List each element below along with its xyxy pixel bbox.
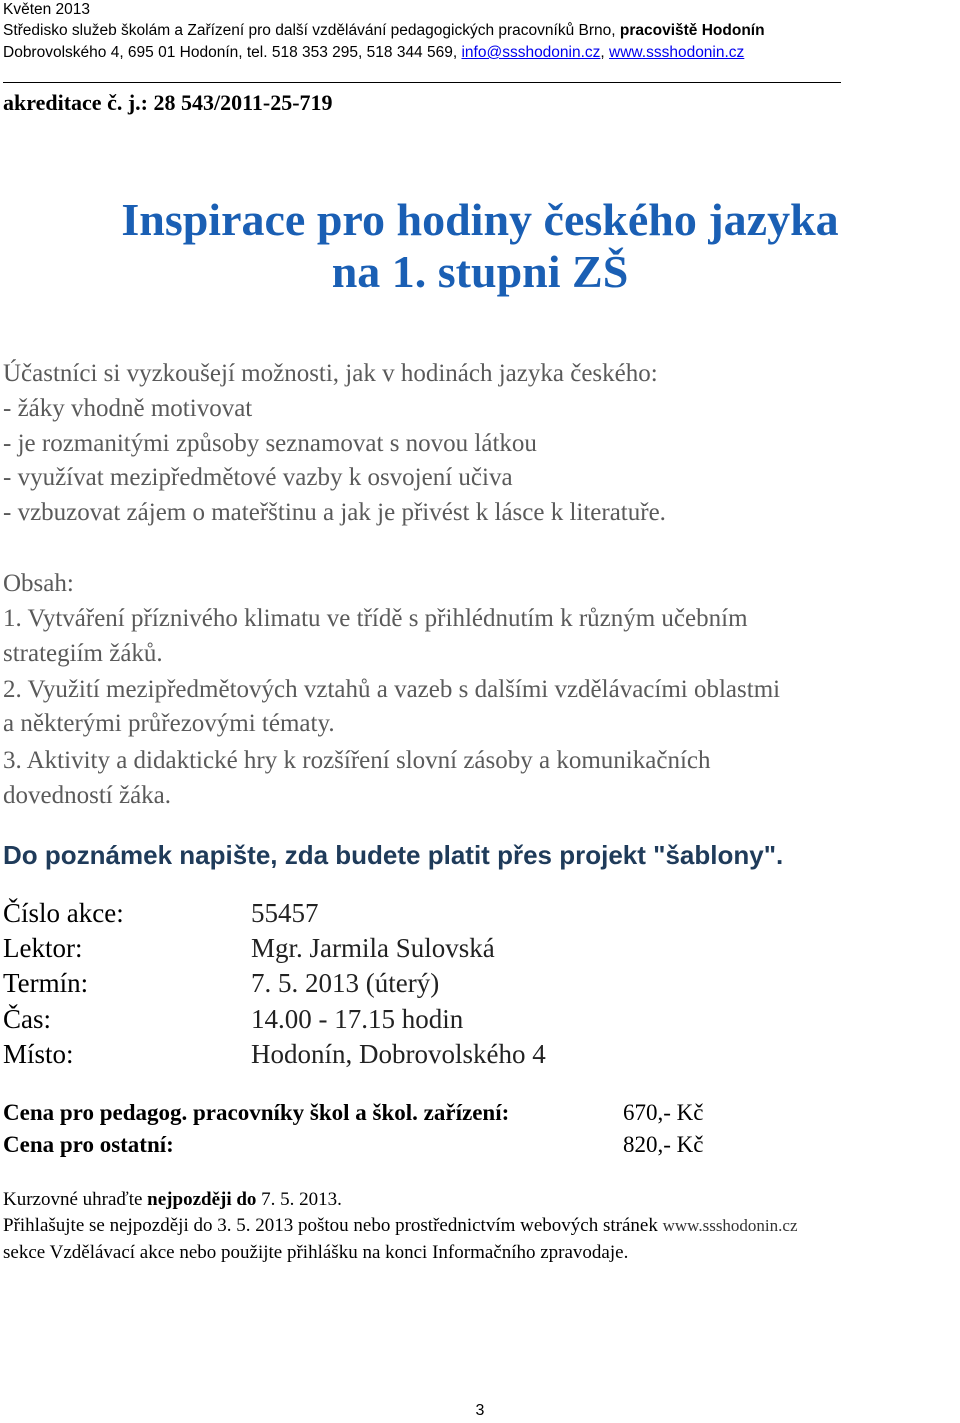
price-others-value: 820,- Kč [623,1132,704,1157]
payment-deadline [3,1187,342,1213]
contents-item-2-line-2: a některými průřezovými tématy. [3,710,335,737]
address-separator: , [600,44,610,61]
lecturer-label: Lektor: [3,933,83,963]
contents-item-3-line-2: dovedností žáka. [3,782,172,809]
date-value: 7. 5. 2013 (úterý) [251,968,440,998]
intro-lead: Účastníci si vyzkoušejí možnosti, jak v hodinách jazyka českého: [3,360,658,387]
header-address [3,43,744,63]
title-line-1: Inspirace pro hodiny českého jazyka [121,194,839,245]
price-teachers-label: Cena pro pedagog. pracovníky škol a škol. zařízení: [3,1100,510,1125]
page-number: 3 [475,1402,485,1419]
website-link[interactable]: www.ssshodonin.cz [609,44,745,61]
place-value: Hodonín, Dobrovolského 4 [251,1039,546,1069]
price-teachers-value: 670,- Kč [623,1100,704,1125]
header-organization [3,21,765,41]
contents-heading: Obsah: [3,570,74,597]
payment-date: 7. 5. 2013. [256,1189,342,1210]
title-line-2: na 1. stupni ZŠ [331,246,629,297]
signup-line-1 [3,1213,798,1239]
intro-bullet: - vzbuzovat zájem o mateřštinu a jak je přivést k lásce k literatuře. [3,499,666,526]
payment-prefix: Kurzovné uhraďte [3,1189,148,1210]
email-link[interactable]: info@ssshodonin.cz [461,44,601,61]
contents-item-3-line-1: 3. Aktivity a didaktické hry k rozšíření slovní zásoby a komunikačních [3,747,711,774]
place-label: Místo: [3,1039,74,1069]
intro-bullet: - žáky vhodně motivovat [3,395,253,422]
signup-line-2: sekce Vzdělávací akce nebo použijte přihlášku na konci Informačního zpravodaje. [3,1242,629,1263]
action-value: 55457 [251,898,319,928]
header-divider [3,82,841,83]
price-others-label: Cena pro ostatní: [3,1132,174,1157]
action-label: Číslo akce: [3,898,124,928]
payment-bold: nejpozději do [147,1189,257,1210]
intro-bullet: - využívat mezipředmětové vazby k osvojení učiva [3,464,513,491]
address-text: Dobrovolského 4, 695 01 Hodonín, tel. 518 353 295, 518 344 569, [3,44,462,61]
contents-item-1-line-1: 1. Vytváření příznivého klimatu ve třídě s přihlédnutím k různým učebním [3,605,748,632]
date-label: Termín: [3,968,89,998]
header-date: Květen 2013 [3,1,91,18]
payment-note: Do poznámek napište, zda budete platit přes projekt "šablony". [3,840,784,870]
org-branch: pracoviště Hodonín [619,22,765,39]
accreditation: akreditace č. j.: 28 543/2011-25-719 [3,90,333,115]
org-name: Středisko služeb školám a Zařízení pro další vzdělávání pedagogických pracovníků Brno, [3,22,620,39]
signup-text: Přihlašujte se nejpozději do 3. 5. 2013 poštou nebo prostřednictvím webových stránek [3,1215,663,1236]
lecturer-value: Mgr. Jarmila Sulovská [251,933,495,963]
time-value: 14.00 - 17.15 hodin [251,1004,464,1034]
contents-item-1-line-2: strategiím žáků. [3,640,163,667]
time-label: Čas: [3,1004,52,1034]
intro-bullet: - je rozmanitými způsoby seznamovat s novou látkou [3,430,537,457]
contents-item-2-line-1: 2. Využití mezipředmětových vztahů a vazeb s dalšími vzdělávacími oblastmi [3,676,781,703]
signup-url[interactable]: www.ssshodonin.cz [662,1216,798,1235]
